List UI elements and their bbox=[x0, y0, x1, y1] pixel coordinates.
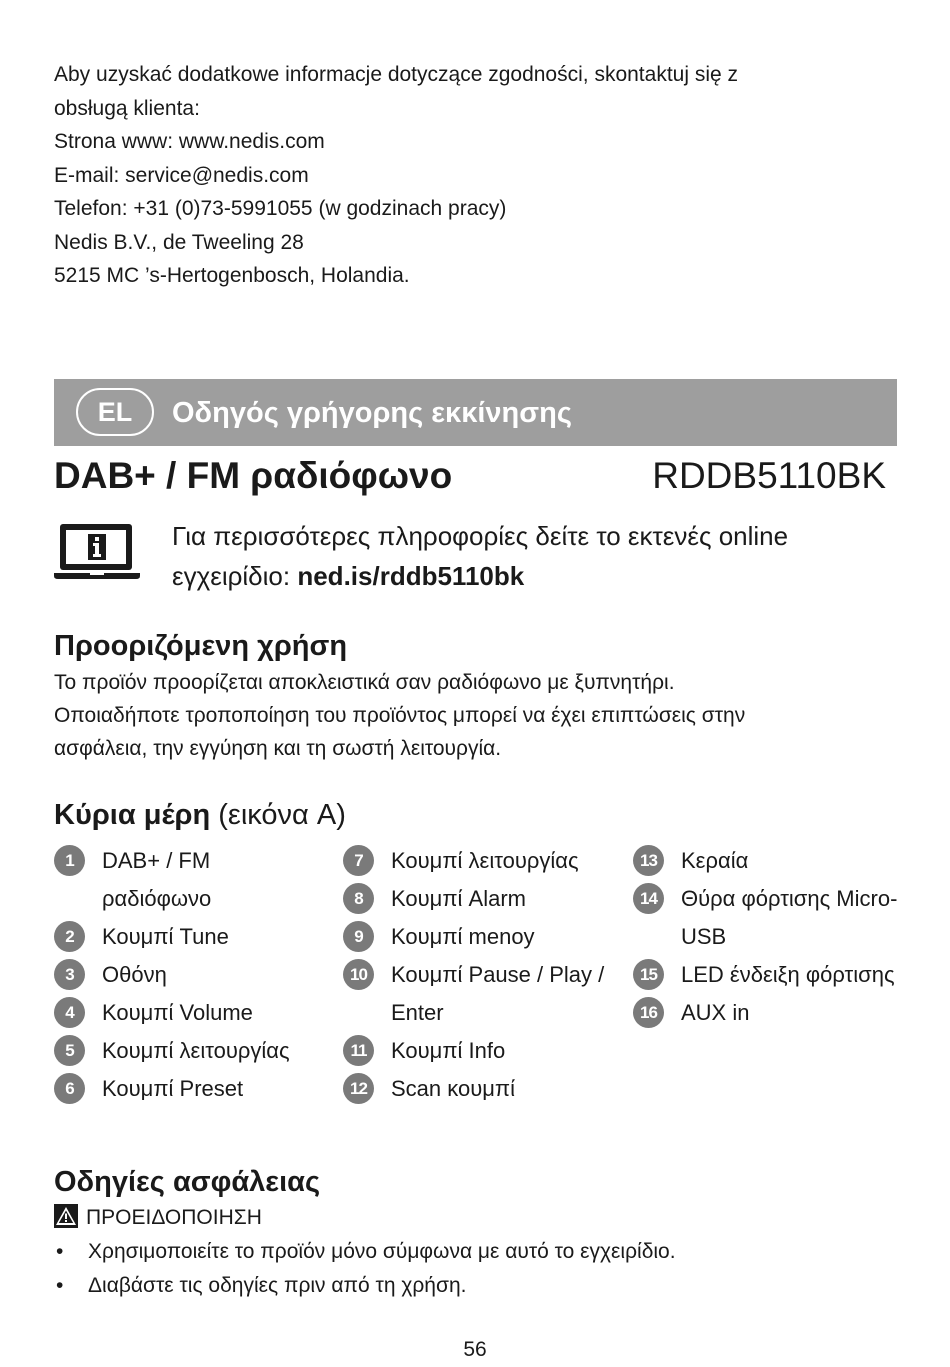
contact-line: obsługą klienta: bbox=[54, 96, 200, 120]
main-parts-heading-bold: Κύρια μέρη bbox=[54, 799, 211, 831]
part-number-badge: 7 bbox=[343, 845, 374, 876]
part-label: Κουμπί menoy bbox=[391, 924, 535, 949]
language-badge: EL bbox=[76, 388, 154, 436]
part-number-badge: 12 bbox=[343, 1073, 374, 1104]
part-label: AUX in bbox=[681, 1000, 750, 1025]
part-label: Κουμπί λειτουργίας bbox=[102, 1038, 290, 1063]
manual-link[interactable]: ned.is/rddb5110bk bbox=[297, 561, 525, 591]
part-item bbox=[343, 1070, 623, 1108]
part-item bbox=[633, 994, 913, 1032]
part-label: Οθόνη bbox=[102, 962, 167, 987]
part-number-badge: 5 bbox=[54, 1035, 85, 1066]
part-number-badge: 2 bbox=[54, 921, 85, 952]
contact-email: E-mail: service@nedis.com bbox=[54, 163, 309, 187]
main-parts-heading bbox=[54, 795, 346, 835]
warning-triangle-icon bbox=[54, 1204, 78, 1228]
part-label: Κουμπί Info bbox=[391, 1038, 506, 1063]
part-item bbox=[633, 880, 913, 956]
product-title: DAB+ / FM ραδιόφωνο bbox=[54, 455, 453, 496]
part-label: Θύρα φόρτισης Micro-USB bbox=[681, 886, 898, 949]
model-number: RDDB5110BK bbox=[652, 455, 886, 496]
part-number-badge: 13 bbox=[633, 845, 664, 876]
part-item bbox=[343, 1032, 623, 1070]
part-number-badge: 16 bbox=[633, 997, 664, 1028]
part-item bbox=[54, 842, 324, 918]
warning-line bbox=[54, 1202, 262, 1234]
manual-text: Για περισσότερες πληροφορίες δείτε το εκτενές online bbox=[172, 521, 789, 551]
manual-text-2: εγχειρίδιο: bbox=[172, 561, 291, 591]
part-item bbox=[343, 918, 623, 956]
section-banner bbox=[54, 379, 897, 446]
page-number: 56 bbox=[463, 1338, 487, 1361]
part-label: Κουμπί Pause / Play / Enter bbox=[391, 962, 605, 1025]
part-item bbox=[343, 842, 623, 880]
banner-title: Οδηγός γρήγορης εκκίνησης bbox=[172, 397, 572, 429]
contact-line: Aby uzyskać dodatkowe informacje dotyczące zgodności, skontaktuj się z bbox=[54, 63, 739, 86]
contact-phone: Telefon: +31 (0)73-5991055 (w godzinach pracy) bbox=[54, 197, 507, 220]
part-label: Κουμπί λειτουργίας bbox=[391, 848, 579, 873]
parts-list-col2 bbox=[343, 842, 623, 1108]
intended-use-line: Οποιαδήποτε τροποποίηση του προϊόντος μπορεί να έχει επιπτώσεις στην bbox=[54, 704, 746, 727]
main-parts-heading-ref: (εικόνα A) bbox=[210, 799, 346, 831]
part-item bbox=[343, 956, 623, 1032]
part-number-badge: 4 bbox=[54, 997, 85, 1028]
part-number-badge: 9 bbox=[343, 921, 374, 952]
part-label: Κεραία bbox=[681, 848, 749, 873]
parts-list-col1 bbox=[54, 842, 324, 1108]
part-item bbox=[343, 880, 623, 918]
contact-website: Strona www: www.nedis.com bbox=[54, 130, 325, 153]
intended-use-text bbox=[54, 666, 914, 765]
part-label: DAB+ / FM ραδιόφωνο bbox=[102, 848, 212, 911]
part-number-badge: 1 bbox=[54, 845, 85, 876]
part-number-badge: 15 bbox=[633, 959, 664, 990]
intended-use-heading: Προοριζόμενη χρήση bbox=[54, 630, 348, 662]
part-label: Κουμπί Alarm bbox=[391, 886, 526, 911]
part-item bbox=[633, 842, 913, 880]
part-label: Κουμπί Volume bbox=[102, 1000, 253, 1025]
safety-bullet: • Χρησιμοποιείτε το προϊόν μόνο σύμφωνα με αυτό το εγχειρίδιο. bbox=[54, 1235, 676, 1269]
intended-use-line: Το προϊόν προορίζεται αποκλειστικά σαν ραδιόφωνο με ξυπνητήρι. bbox=[54, 671, 675, 694]
part-item bbox=[54, 918, 324, 956]
part-label: Κουμπί Tune bbox=[102, 924, 229, 949]
part-label: Scan κουμπί bbox=[391, 1076, 515, 1101]
part-number-badge: 10 bbox=[343, 959, 374, 990]
safety-bullets bbox=[54, 1235, 676, 1303]
parts-list-col3 bbox=[633, 842, 913, 1032]
safety-heading: Οδηγίες ασφάλειας bbox=[54, 1166, 321, 1198]
part-item bbox=[54, 956, 324, 994]
part-number-badge: 8 bbox=[343, 883, 374, 914]
part-number-badge: 6 bbox=[54, 1073, 85, 1104]
part-label: Κουμπί Preset bbox=[102, 1076, 244, 1101]
part-label: LED ένδειξη φόρτισης bbox=[681, 962, 895, 987]
intended-use-line: ασφάλεια, την εγγύηση και τη σωστή λειτουργία. bbox=[54, 737, 502, 760]
safety-bullet: • Διαβάστε τις οδηγίες πριν από τη χρήση. bbox=[54, 1269, 676, 1303]
part-number-badge: 3 bbox=[54, 959, 85, 990]
part-item bbox=[54, 1070, 324, 1108]
part-number-badge: 14 bbox=[633, 883, 664, 914]
part-item bbox=[633, 956, 913, 994]
manual-reference bbox=[172, 516, 902, 596]
contact-info bbox=[54, 58, 914, 293]
warning-label: ΠΡΟΕΙΔΟΠΟΙΗΣΗ bbox=[86, 1206, 262, 1229]
contact-address-line: 5215 MC ’s-Hertogenbosch, Holandia. bbox=[54, 264, 410, 287]
part-item bbox=[54, 1032, 324, 1070]
contact-address-line: Nedis B.V., de Tweeling 28 bbox=[54, 230, 304, 254]
laptop-info-icon bbox=[54, 522, 140, 580]
part-item bbox=[54, 994, 324, 1032]
part-number-badge: 11 bbox=[343, 1035, 374, 1066]
